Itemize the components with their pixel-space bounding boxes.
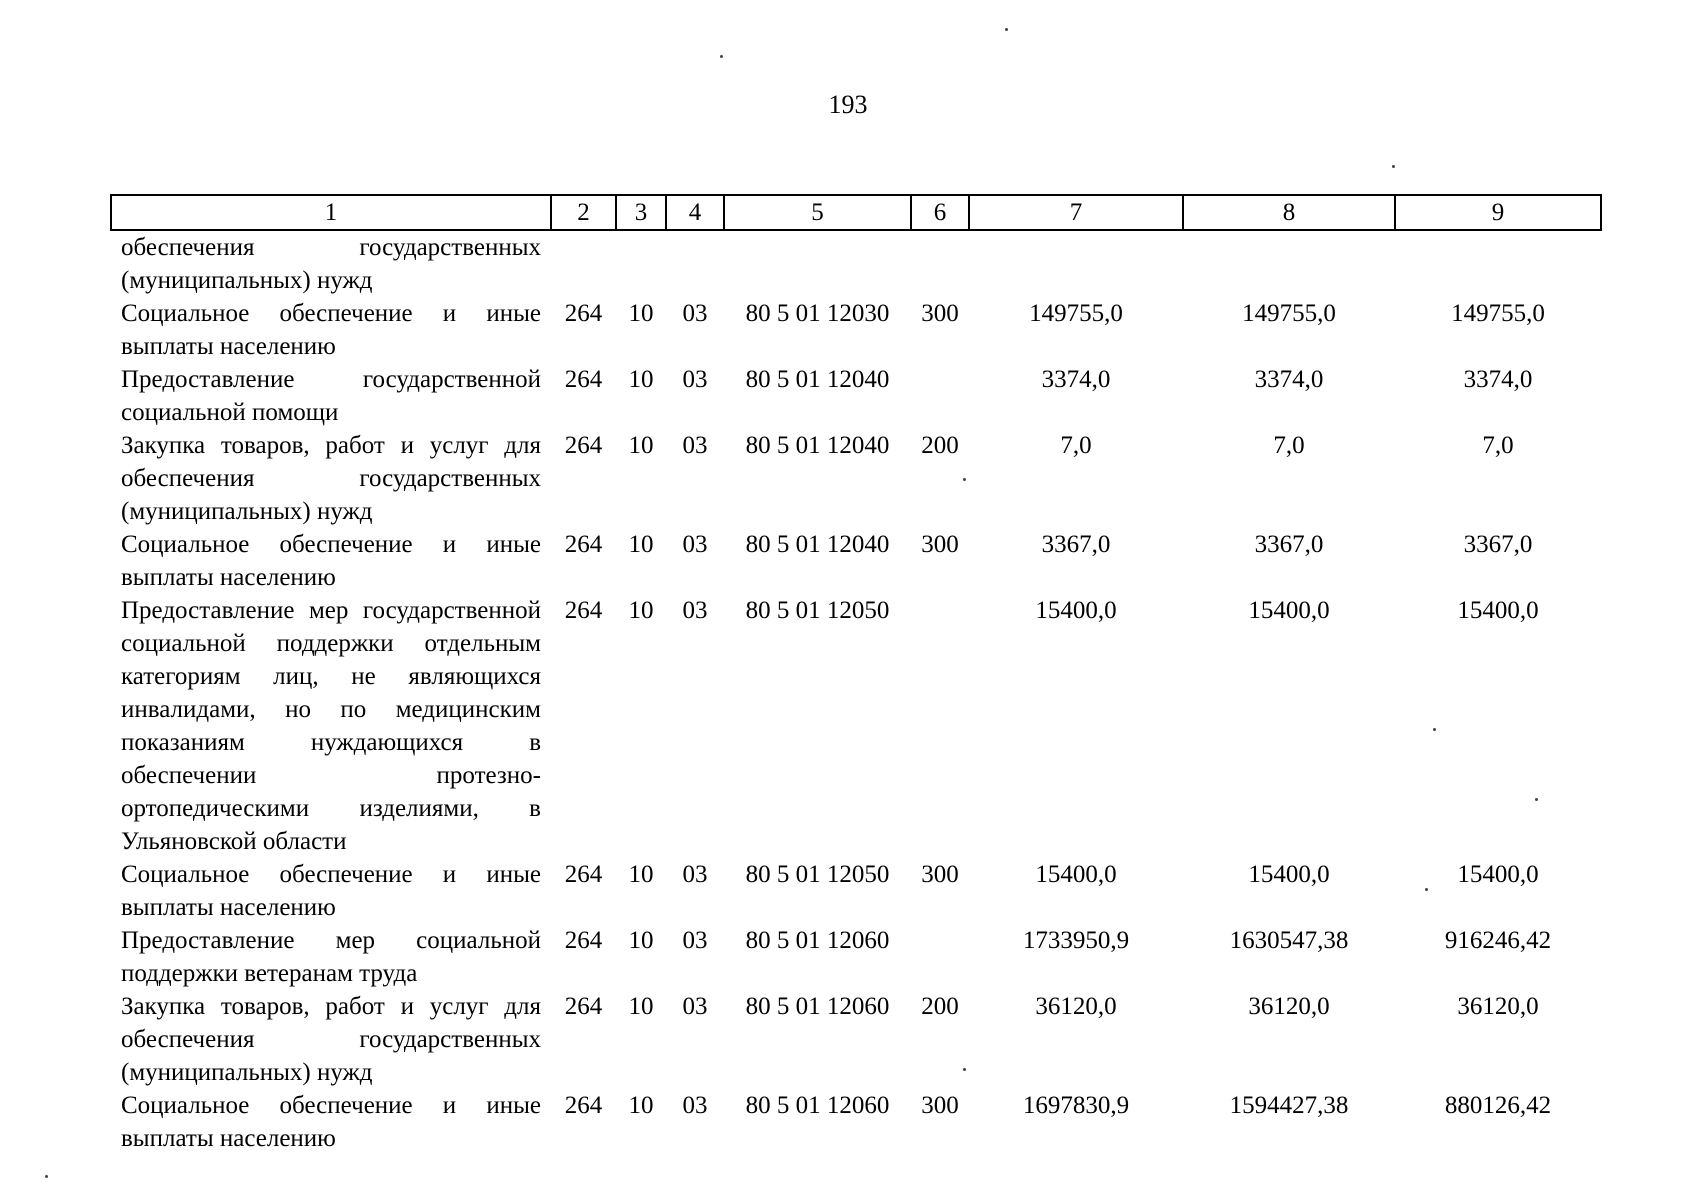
cell-amount-col7: 15400,0 [1035,861,1117,888]
cell-amount-col8: 7,0 [1273,432,1305,459]
row-description: Закупка товаров, работ и услуг для обеспечения государственных (муниципальных) нужд [121,432,541,525]
scan-speck [1433,728,1436,731]
row-description: Предоставление государственной социальной помощи [121,366,541,426]
cell-section: 10 [628,993,654,1020]
cell-expense-type: 300 [921,300,959,327]
cell-section: 10 [628,366,654,393]
column-header: 9 [1395,195,1601,230]
cell-expense-type [911,924,969,990]
row-description: Социальное обеспечение и иные выплаты населению [121,300,541,360]
cell-section: 10 [628,300,654,327]
cell-amount-col8: 149755,0 [1242,300,1336,327]
cell-ministry-code: 264 [564,432,603,459]
cell-expense-type: 300 [921,861,959,888]
cell-subsection: 03 [682,432,708,459]
cell-section: 10 [628,597,654,624]
table-row [111,528,1601,594]
column-header: 1 [111,195,551,230]
row-description: обеспечения государственных (муниципальных) нужд [121,234,541,294]
cell-amount-col9: 15400,0 [1457,861,1539,888]
cell-amount-col9: 15400,0 [1457,597,1539,624]
cell-ministry-code: 264 [564,597,603,624]
table-row [111,429,1601,528]
cell-expense-type: 200 [921,432,959,459]
cell-amount-col7: 1733950,9 [1022,927,1130,954]
cell-amount-col7 [969,230,1183,297]
cell-expense-type: 300 [921,531,959,558]
cell-ministry-code: 264 [564,366,603,393]
cell-amount-col7: 3374,0 [1041,366,1111,393]
cell-amount-col9: 916246,42 [1444,927,1552,954]
cell-amount-col8: 1594427,38 [1229,1092,1349,1119]
row-description: Социальное обеспечение и иные выплаты населению [121,1092,541,1152]
cell-amount-col8: 36120,0 [1248,993,1330,1020]
cell-subsection: 03 [682,927,708,954]
cell-target-article: 80 5 01 12040 [745,531,890,558]
cell-expense-type: 200 [921,993,959,1020]
cell-section [616,230,666,297]
column-header: 8 [1183,195,1395,230]
cell-section: 10 [628,432,654,459]
row-description: Социальное обеспечение и иные выплаты населению [121,531,541,591]
page-number: 193 [828,90,868,119]
scan-speck [963,478,966,481]
column-header: 7 [969,195,1183,230]
cell-subsection: 03 [682,993,708,1020]
cell-ministry-code: 264 [564,993,603,1020]
cell-expense-type [911,230,969,297]
cell-subsection: 03 [682,597,708,624]
scan-speck [45,1175,48,1178]
cell-target-article: 80 5 01 12040 [745,432,890,459]
cell-subsection [666,230,724,297]
cell-section: 10 [628,861,654,888]
cell-amount-col7: 1697830,9 [1022,1092,1130,1119]
table-row [111,363,1601,429]
cell-amount-col8 [1183,230,1395,297]
scan-speck [963,1068,966,1071]
cell-subsection: 03 [682,300,708,327]
scan-speck [1535,798,1538,801]
table-row [111,1089,1601,1155]
cell-ministry-code: 264 [564,300,603,327]
row-description: Предоставление мер государственной социальной поддержки отдельным категориям лиц, не являющихся инвалидами, но по медицинским показаниям нуждающихся в обеспечении протезно-ортопедическими изделиями, в Ульяновской области [121,597,541,855]
cell-amount-col9: 880126,42 [1444,1092,1552,1119]
row-description: Социальное обеспечение и иные выплаты населению [121,861,541,921]
cell-target-article: 80 5 01 12030 [745,300,890,327]
table-row [111,858,1601,924]
cell-amount-col7: 15400,0 [1035,597,1117,624]
cell-subsection: 03 [682,531,708,558]
row-description: Предоставление мер социальной поддержки ветеранам труда [121,927,541,987]
cell-ministry-code: 264 [564,861,603,888]
cell-section: 10 [628,927,654,954]
cell-expense-type: 300 [921,1092,959,1119]
scan-speck [720,55,723,58]
cell-target-article: 80 5 01 12050 [745,861,890,888]
cell-amount-col7: 36120,0 [1035,993,1117,1020]
column-header: 5 [724,195,911,230]
scan-speck [1392,165,1395,168]
column-header: 2 [551,195,616,230]
table-row [111,990,1601,1089]
cell-section: 10 [628,1092,654,1119]
cell-amount-col8: 1630547,38 [1229,927,1349,954]
cell-target-article: 80 5 01 12060 [745,927,890,954]
table-row [111,230,1601,297]
cell-ministry-code: 264 [564,531,603,558]
column-header: 6 [911,195,969,230]
table-header-row [111,195,1601,230]
cell-amount-col8: 3367,0 [1254,531,1324,558]
column-header: 4 [666,195,724,230]
row-description: Закупка товаров, работ и услуг для обеспечения государственных (муниципальных) нужд [121,993,541,1086]
cell-section: 10 [628,531,654,558]
cell-amount-col9: 3367,0 [1463,531,1533,558]
cell-target-article: 80 5 01 12060 [745,1092,890,1119]
cell-expense-type [911,363,969,429]
cell-amount-col9: 36120,0 [1457,993,1539,1020]
cell-amount-col9: 3374,0 [1463,366,1533,393]
cell-amount-col9: 149755,0 [1451,300,1545,327]
budget-table [110,194,1602,1155]
column-header: 3 [616,195,666,230]
cell-amount-col9 [1395,230,1601,297]
cell-amount-col7: 3367,0 [1041,531,1111,558]
cell-expense-type [911,594,969,858]
cell-subsection: 03 [682,366,708,393]
scan-speck [1425,888,1428,891]
cell-amount-col8: 3374,0 [1254,366,1324,393]
cell-amount-col8: 15400,0 [1248,597,1330,624]
table-row [111,924,1601,990]
cell-target-article [724,230,911,297]
cell-ministry-code [551,230,616,297]
cell-amount-col9: 7,0 [1482,432,1514,459]
cell-ministry-code: 264 [564,1092,603,1119]
table-row [111,594,1601,858]
scan-speck [1005,28,1008,31]
cell-target-article: 80 5 01 12050 [745,597,890,624]
cell-ministry-code: 264 [564,927,603,954]
cell-amount-col7: 7,0 [1060,432,1092,459]
cell-amount-col7: 149755,0 [1029,300,1123,327]
cell-subsection: 03 [682,861,708,888]
cell-target-article: 80 5 01 12060 [745,993,890,1020]
cell-subsection: 03 [682,1092,708,1119]
table-row [111,297,1601,363]
cell-amount-col8: 15400,0 [1248,861,1330,888]
cell-target-article: 80 5 01 12040 [745,366,890,393]
